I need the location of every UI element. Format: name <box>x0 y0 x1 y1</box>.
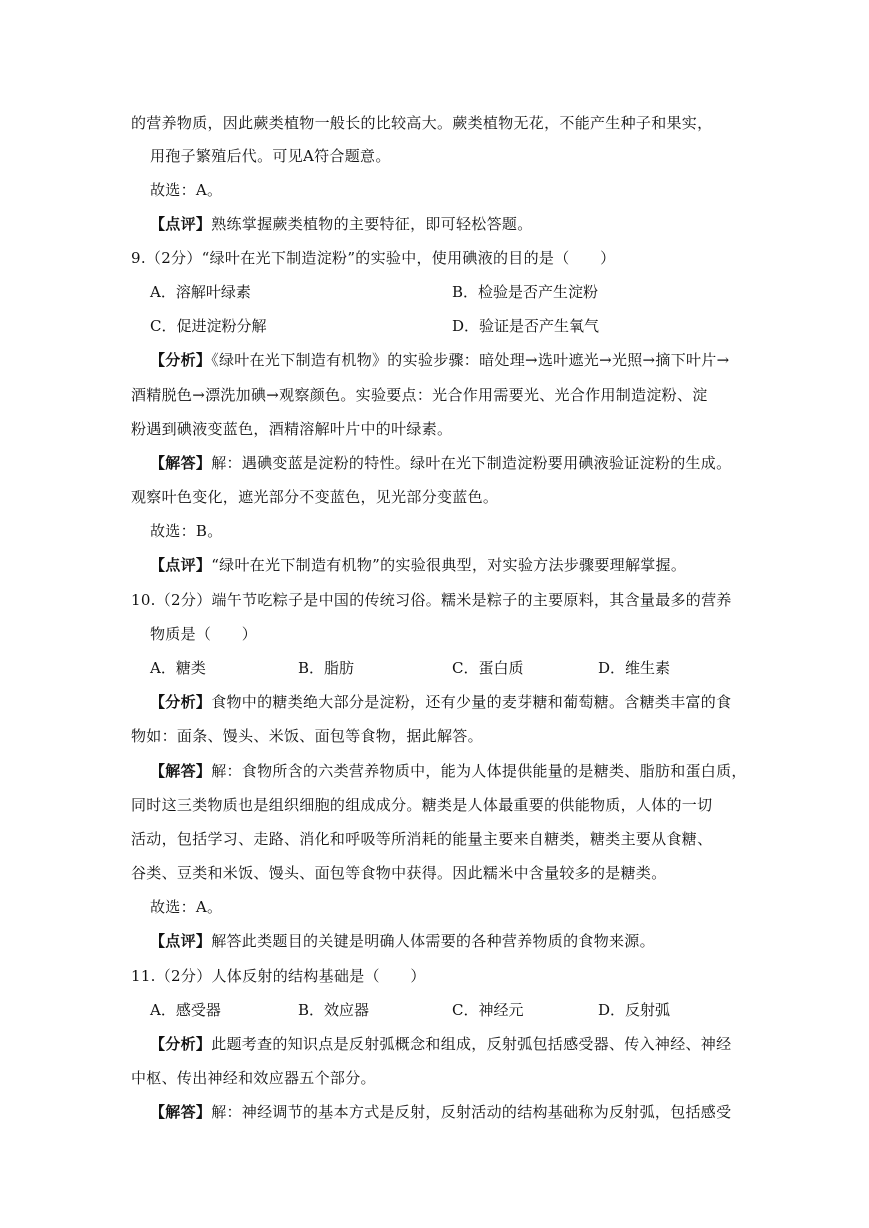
question-9-stem: 9.（2分）“绿叶在光下制造淀粉”的实验中，使用碘液的目的是（ ） <box>131 249 616 267</box>
question-10-stem: 10.（2分）端午节吃粽子是中国的传统习俗。糯米是粽子的主要原料，其含量最多的营养 <box>131 591 732 609</box>
analysis-tag: 【分析】 <box>150 351 212 369</box>
q10-comment-line <box>150 931 655 951</box>
answer-tag: 【解答】 <box>150 1103 212 1121</box>
answer-text: 解：遇碘变蓝是淀粉的特性。绿叶在光下制造淀粉要用碘液验证淀粉的生成。 <box>211 454 732 472</box>
answer-text: 解：神经调节的基本方式是反射，反射活动的结构基础称为反射弧，包括感受 <box>211 1103 732 1121</box>
comment-text: “绿叶在光下制造有机物”的实验很典型，对实验方法步骤要理解掌握。 <box>211 556 687 574</box>
q11-analysis-line <box>150 1034 731 1054</box>
question-10-stem: 物质是（ ） <box>150 625 258 643</box>
question-11-stem: 11.（2分）人体反射的结构基础是（ ） <box>131 967 426 985</box>
analysis-tag: 【分析】 <box>150 693 212 711</box>
q11-option-c: C．神经元 <box>452 1001 524 1019</box>
q9-option-c: C．促进淀粉分解 <box>150 317 267 335</box>
q11-option-d: D．反射弧 <box>598 1001 671 1019</box>
comment-line <box>150 214 533 234</box>
q11-option-b: B．效应器 <box>298 1001 370 1019</box>
analysis-text: 食物中的糖类绝大部分是淀粉，还有少量的麦芽糖和葡萄糖。含糖类丰富的食 <box>211 693 732 711</box>
q9-analysis-line <box>150 350 729 370</box>
answer-text: 解：食物所含的六类营养物质中，能为人体提供能量的是糖类、脂肪和蛋白质， <box>211 762 747 780</box>
q10-answer-line: 活动，包括学习、走路、消化和呼吸等所消耗的能量主要来自糖类，糖类主要从食糖、 <box>131 830 713 848</box>
analysis-text: 《绿叶在光下制造有机物》的实验步骤：暗处理→选叶遮光→光照→摘下叶片→ <box>211 351 730 369</box>
text-line: 的营养物质，因此蕨类植物一般长的比较高大。蕨类植物无花，不能产生种子和果实， <box>131 114 713 132</box>
comment-tag: 【点评】 <box>150 932 212 950</box>
q9-answer-line <box>150 453 731 473</box>
comment-tag: 【点评】 <box>150 556 212 574</box>
text-line: 用孢子繁殖后代。可见A符合题意。 <box>150 147 391 165</box>
comment-text: 解答此类题目的关键是明确人体需要的各种营养物质的食物来源。 <box>211 932 655 950</box>
q9-analysis-line: 酒精脱色→漂洗加碘→观察颜色。实验要点：光合作用需要光、光合作用制造淀粉、淀 <box>131 386 708 404</box>
analysis-tag: 【分析】 <box>150 1035 212 1053</box>
analysis-text: 此题考查的知识点是反射弧概念和组成，反射弧包括感受器、传入神经、神经 <box>211 1035 732 1053</box>
q10-choice: 故选：A。 <box>150 898 223 916</box>
q9-choice: 故选：B。 <box>150 522 223 540</box>
q10-answer-line <box>150 761 747 781</box>
q9-comment-line <box>150 555 686 575</box>
comment-tag: 【点评】 <box>150 215 212 233</box>
q10-option-b: B．脂肪 <box>298 659 355 677</box>
q9-option-b: B．检验是否产生淀粉 <box>452 283 599 301</box>
text-line: 故选：A。 <box>150 181 223 199</box>
q9-analysis-line: 粉遇到碘液变蓝色，酒精溶解叶片中的叶绿素。 <box>131 420 453 438</box>
answer-tag: 【解答】 <box>150 762 212 780</box>
q9-option-a: A．溶解叶绿素 <box>150 283 251 301</box>
q10-answer-line: 谷类、豆类和米饭、馒头、面包等食物中获得。因此糯米中含量较多的是糖类。 <box>131 864 667 882</box>
q11-analysis-line: 中枢、传出神经和效应器五个部分。 <box>131 1069 376 1087</box>
answer-tag: 【解答】 <box>150 454 212 472</box>
comment-text: 熟练掌握蕨类植物的主要特征，即可轻松答题。 <box>211 215 533 233</box>
q10-option-c: C．蛋白质 <box>452 659 524 677</box>
q10-answer-line: 同时这三类物质也是组织细胞的组成成分。糖类是人体最重要的供能物质，人体的一切 <box>131 796 713 814</box>
q10-option-d: D．维生素 <box>598 659 671 677</box>
q9-answer-line: 观察叶色变化，遮光部分不变蓝色，见光部分变蓝色。 <box>131 488 499 506</box>
q10-analysis-line <box>150 692 731 712</box>
q9-option-d: D．验证是否产生氧气 <box>452 317 600 335</box>
q10-option-a: A．糖类 <box>150 659 206 677</box>
q10-analysis-line: 物如：面条、馒头、米饭、面包等食物，据此解答。 <box>131 727 483 745</box>
q11-answer-line <box>150 1102 731 1122</box>
q11-option-a: A．感受器 <box>150 1001 221 1019</box>
